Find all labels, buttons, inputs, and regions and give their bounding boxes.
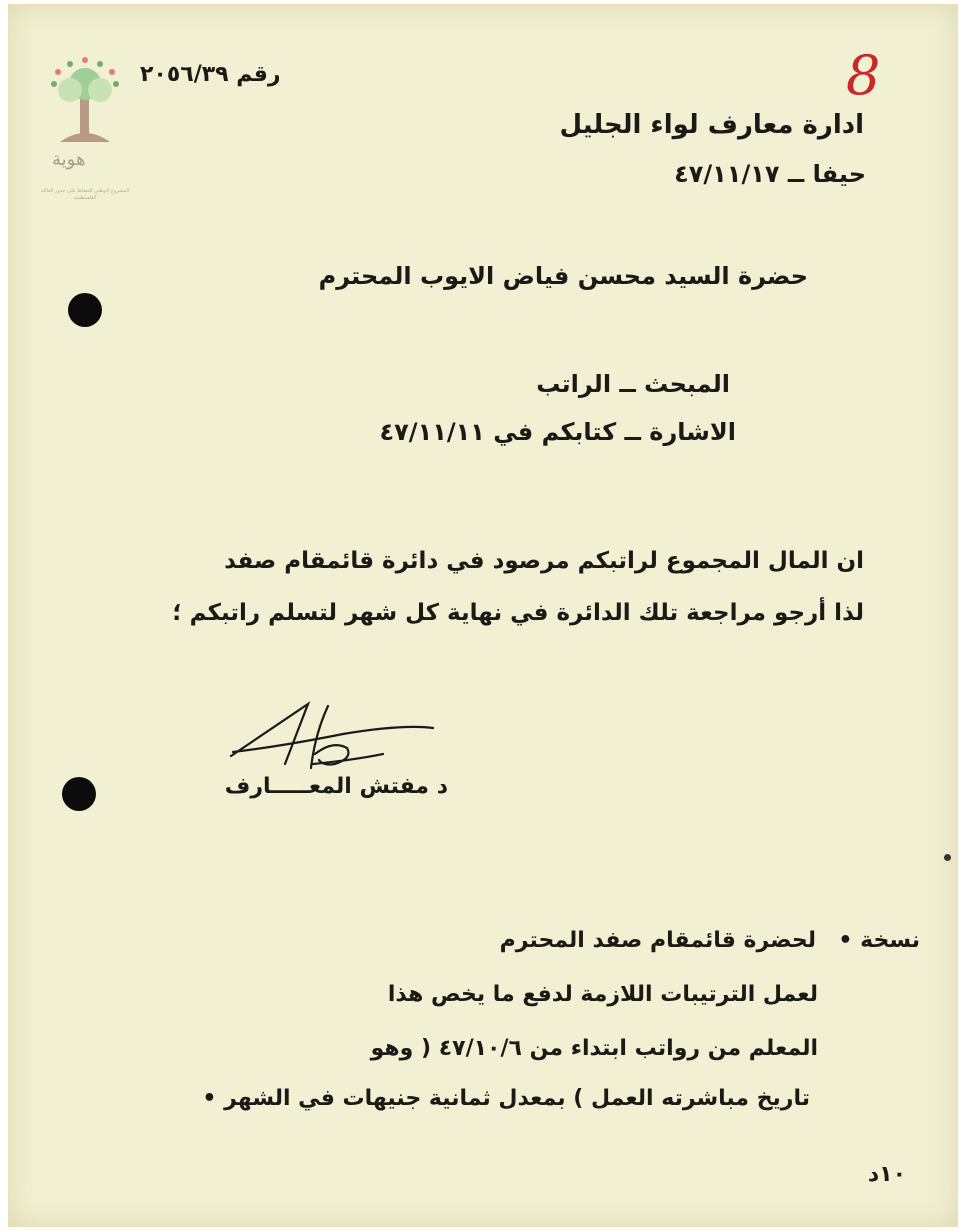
copy-line-4: تاريخ مباشرته العمل ) بمعدل ثمانية جنيهات في الشهر • xyxy=(202,1086,810,1111)
punch-hole-bottom xyxy=(62,777,96,811)
issuer-heading: ادارة معارف لواء الجليل xyxy=(559,110,864,140)
reference-number: رقم ٢٠٥٦/٣٩ xyxy=(140,62,281,87)
corner-mark: 8 xyxy=(846,44,881,107)
copy-line-2: لعمل الترتيبات اللازمة لدفع ما يخص هذا xyxy=(387,982,818,1007)
punch-hole-top xyxy=(68,293,102,327)
footer-initials: ١٠د xyxy=(867,1162,906,1187)
subject-line: المبحث ــ الراتب xyxy=(536,370,730,398)
copy-label: نسخة • xyxy=(838,928,920,953)
copy-line-3: المعلم من رواتب ابتداء من ٤٧/١٠/٦ ( وهو xyxy=(370,1036,818,1061)
signatory-title: د مفتش المعـــــارف xyxy=(224,774,448,799)
body-line-2: لذا أرجو مراجعة تلك الدائرة في نهاية كل شهر لتسلم راتبكم ؛ xyxy=(172,600,864,626)
document-page xyxy=(8,4,958,1227)
copy-line-1: لحضرة قائمقام صفد المحترم xyxy=(499,928,816,953)
place-date: حيفا ــ ٤٧/١١/١٧ xyxy=(674,160,866,188)
logo-name: هوية xyxy=(52,149,86,170)
logo-tagline: المشروع الوطني للحفاظ على جذور العائلة الفلسطينية xyxy=(40,188,130,201)
tree-logo-icon xyxy=(40,54,130,204)
ink-speck xyxy=(944,854,951,861)
body-line-1: ان المال المجموع لراتبكم مرصود في دائرة قائمقام صفد xyxy=(224,548,864,574)
reference-line: الاشارة ــ كتابكم في ٤٧/١١/١١ xyxy=(379,418,736,446)
addressee-line: حضرة السيد محسن فياض الايوب المحترم xyxy=(318,262,808,290)
